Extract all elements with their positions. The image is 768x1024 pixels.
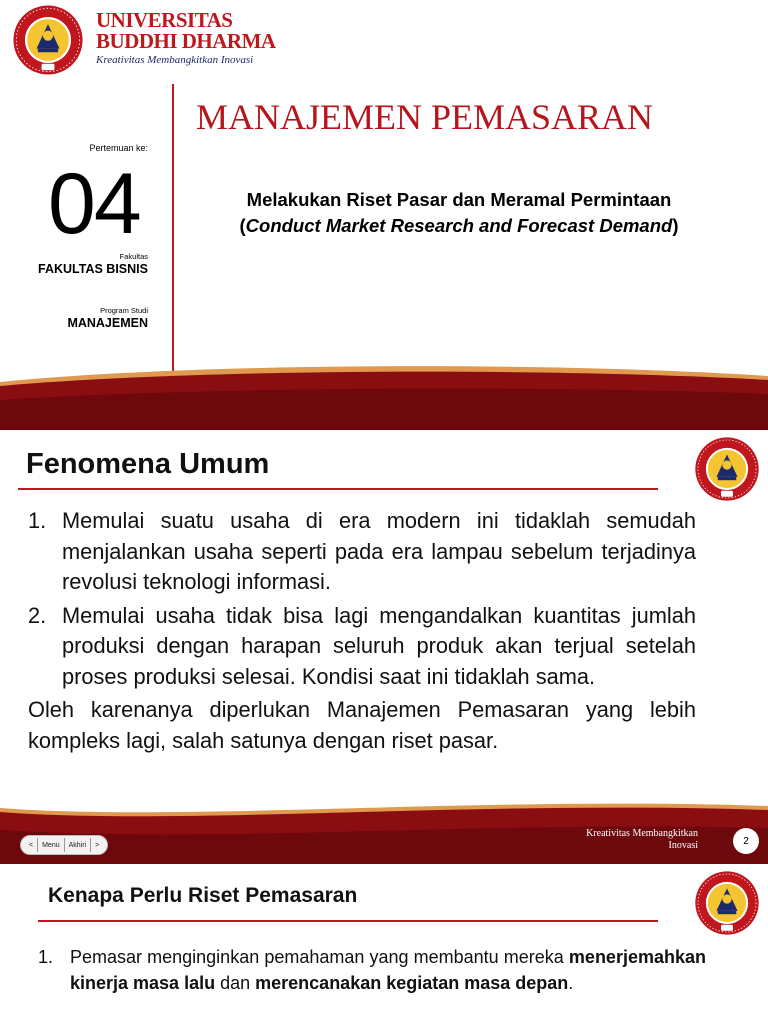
faculty-value: FAKULTAS BISNIS bbox=[38, 262, 148, 276]
heading-underline bbox=[18, 488, 658, 490]
content-list bbox=[28, 506, 696, 756]
subtitle-line2: (Conduct Market Research and Forecast Demand) bbox=[239, 215, 679, 236]
slide-navigation bbox=[20, 835, 108, 855]
subtitle-line1: Melakukan Riset Pasar dan Meramal Permintaan bbox=[246, 189, 672, 210]
faculty-label: Fakultas bbox=[119, 252, 148, 261]
page-number: 2 bbox=[733, 828, 759, 854]
university-logo bbox=[12, 4, 84, 76]
content-slide-fenomena bbox=[0, 430, 768, 864]
list-item: 2. Memulai usaha tidak bisa lagi mengandalkan kuantitas jumlah produksi dengan harapan seluruh produk akan terjual setelah proses produksi selesai. Kondisi saat ini tidaklah sama. bbox=[28, 602, 696, 689]
conclusion-paragraph: Oleh karenanya diperlukan Manajemen Pemasaran yang lebih kompleks lagi, salah satunya dengan riset pasar. bbox=[28, 697, 696, 753]
cover-wave bbox=[0, 360, 768, 430]
cover-slide bbox=[0, 0, 768, 430]
list-item: 1. Pemasar menginginkan pemahaman yang membantu mereka menerjemahkan kinerja masa lalu dan merencanakan kegiatan masa depan. bbox=[38, 947, 706, 993]
next-button[interactable]: > bbox=[95, 841, 100, 849]
heading-underline bbox=[38, 920, 658, 922]
content-list bbox=[38, 944, 706, 999]
content-slide-riset bbox=[0, 864, 768, 1024]
list-item: 1. Memulai suatu usaha di era modern ini tidaklah semudah menjalankan usaha seperti pada era lampau sebelum terjadinya revolusi teknologi informasi. bbox=[28, 508, 696, 594]
program-value: MANAJEMEN bbox=[67, 316, 148, 330]
university-logo bbox=[694, 870, 760, 936]
university-tagline: Kreativitas Membangkitkan Inovasi bbox=[96, 54, 254, 66]
end-button[interactable]: Akhiri bbox=[68, 841, 87, 849]
vertical-divider bbox=[172, 84, 174, 386]
university-name-line1: UNIVERSITAS bbox=[96, 8, 233, 32]
menu-button[interactable]: Menu bbox=[42, 841, 60, 849]
footer-tagline: Kreativitas Membangkitkan Inovasi bbox=[586, 828, 698, 851]
program-label: Program Studi bbox=[100, 306, 148, 315]
slide-heading: Kenapa Perlu Riset Pemasaran bbox=[48, 884, 358, 907]
slide-heading: Fenomena Umum bbox=[26, 448, 270, 480]
meeting-label: Pertemuan ke: bbox=[89, 143, 148, 153]
university-name-line2: BUDDHI DHARMA bbox=[96, 29, 276, 53]
university-logo bbox=[694, 436, 760, 502]
prev-button[interactable]: < bbox=[29, 841, 34, 849]
meeting-number: 04 bbox=[48, 156, 140, 252]
course-title: MANAJEMEN PEMASARAN bbox=[196, 97, 654, 137]
